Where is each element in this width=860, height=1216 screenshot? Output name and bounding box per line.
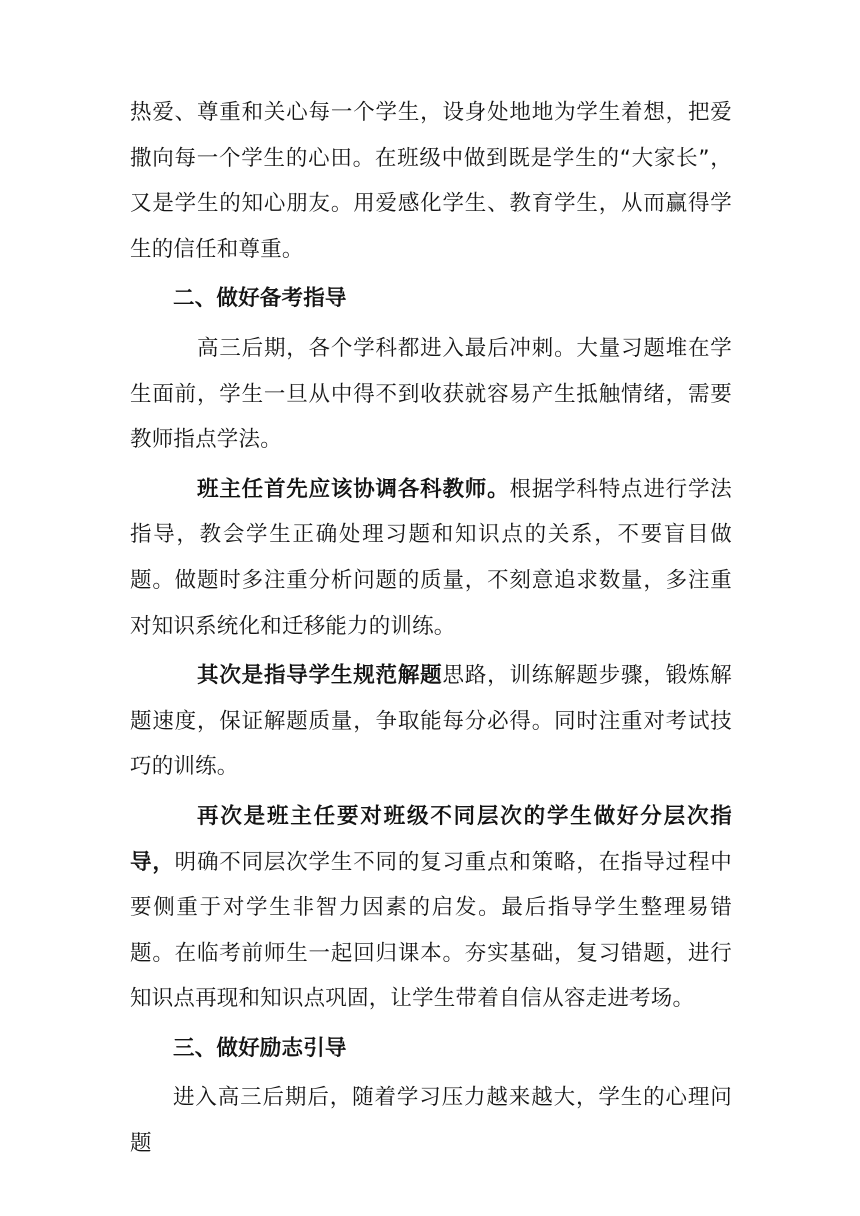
paragraph-first-body: 根据学科特点进行学法指导，教会学生正确处理习题和知识点的关系，不要盲目做题。做题时多注重分析问题的质量，不刻意追求数量，多注重对知识系统化和迁移能力的训练。 [130, 476, 732, 639]
paragraph-second-lead: 其次是指导学生规范解题 [197, 663, 443, 689]
paragraph-third-body: 明确不同层次学生不同的复习重点和策略，在指导过程中要侧重于对学生非智力因素的启发。最后指导学生整理易错题。在临考前师生一起回归课本。夯实基础，复习错题，进行知识点再现和知识点巩固，让学生带着自信从容走进考场。 [130, 849, 732, 1012]
paragraph-second-body: 思路，训练解题步骤，锻炼解题速度，保证解题质量，争取能每分必得。同时注重对考试技巧的训练。 [130, 663, 733, 780]
paragraph-love: 热爱、尊重和关心每一个学生，设身处地地为学生着想，把爱撒向每一个学生的心田。在班级中做到既是学生的“大家长”，又是学生的知心朋友。用爱感化学生、教育学生，从而赢得学生的信任和尊重。 [130, 100, 732, 262]
document-body [130, 90, 732, 1167]
paragraph-second [130, 653, 732, 790]
section-heading-2: 二、做好备考指导 [173, 286, 347, 312]
section-heading-3: 三、做好励志引导 [173, 1035, 347, 1061]
paragraph-pressure: 进入高三后期后，随着学习压力越来越大，学生的心理问题 [130, 1085, 732, 1157]
paragraph-first-lead: 班主任首先应该协调各科教师。 [197, 476, 510, 502]
paragraph-third [130, 794, 732, 1022]
paragraph-first [130, 467, 732, 649]
paragraph-third-lead: 再次是班主任要对班级不同层次的学生做好分层次指导， [130, 803, 732, 875]
paragraph-late-stage: 高三后期，各个学科都进入最后冲刺。大量习题堆在学生面前，学生一旦从中得不到收获就容易产生抵触情绪，需要教师指点学法。 [130, 335, 732, 453]
